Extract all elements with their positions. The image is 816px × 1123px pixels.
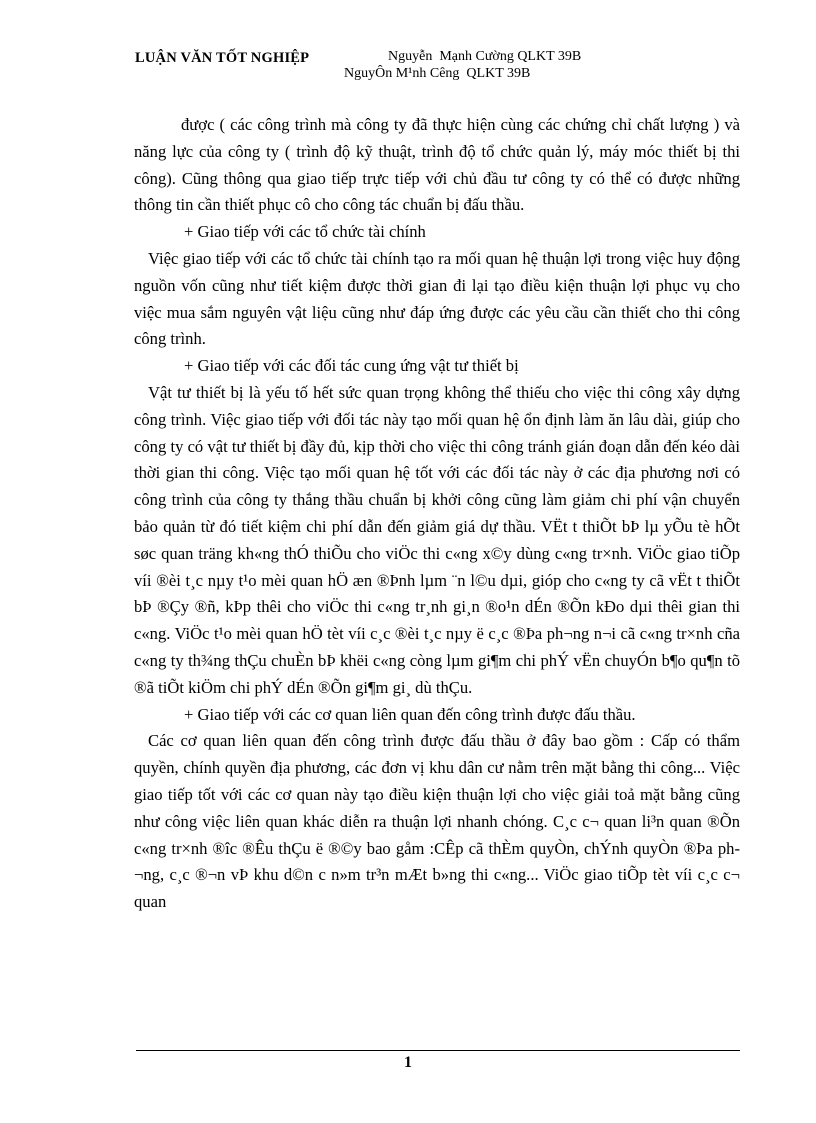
thesis-title: LUẬN VĂN TỐT NGHIỆP xyxy=(135,50,310,66)
page-body xyxy=(134,112,740,916)
page-header xyxy=(135,46,745,86)
paragraph-4: Các cơ quan liên quan đến công trình được đấu thầu ở đây bao gồm : Cấp có thẩm quyền, chính quyền địa phương, các đơn vị khu dân cư nằm trên mặt bằng thi công... Việc giao tiếp tốt với các cơ quan này tạo điều kiện thuận lợi cho việc giải toả mặt bằng cũng như công việc liên quan khác diễn ra thuận lợi nhanh chóng. C¸c c¬ quan li³n quan ®Õn c«ng tr×nh ®îc ®Êu thÇu ë ®©y bao gåm :CÊp cã thÈm quyÒn, chÝnh quyÒn ®Þa ph¬ng, c¸c ®¬n vÞ khu d©n c n»m tr³n mÆt b»ng thi c«ng... ViÖc giao tiÕp tèt víi c¸c c¬ quan xyxy=(134,731,740,912)
heading-equipment-suppliers: + Giao tiếp với các đối tác cung ứng vật tư thiết bị xyxy=(184,356,519,376)
paragraph-3: Vật tư thiết bị là yếu tố hết sức quan trọng không thể thiếu cho việc thi công xây dựng công trình. Việc giao tiếp với đối tác này tạo mối quan hệ ổn định làm ăn lâu dài, giúp cho công ty có vật tư thiết bị đầy đủ, kịp thời cho việc thi công tránh gián đoạn dẫn đến kéo dài thời gian thi công. Việc tạo mối quan hệ tốt với các đối tác này ở các địa phương nơi có công trình của công ty thắng thầu chuẩn bị khởi công cũng làm giảm chi phí vận chuyển bảo quản từ đó tiết kiệm chi phí dẫn đến giảm giá dự thầu. VËt t thiÕt bÞ lµ yÕu tè hÕt søc quan träng kh«ng thÓ thiÕu cho viÖc thi c«ng x©y dùng c«ng tr×nh. ViÖc giao tiÕp víi ®èi t¸c nµy t¹o mèi quan hÖ æn ®Þnh lµm ¨n l©u dµi, gióp cho c«ng ty cã vËt t thiÕt bÞ ®Çy ®ñ, kÞp thêi cho viÖc thi c«ng tr¸nh gi¸n ®o¹n dÉn ®Õn kÐo dµi thêi gian thi c«ng. ViÖc t¹o mèi quan hÖ tèt víi c¸c ®èi t¸c nµy ë c¸c ®Þa ph¬ng n¬i cã c«ng tr×nh cña c«ng ty th¾ng thÇu chuÈn bÞ khëi c«ng còng lµm gi¶m chi phÝ vËn chuyÓn b¶o qu¶n tõ ®ã tiÕt kiÖm chi phÝ dÉn ®Õn gi¶m gi¸ dù thÇu. xyxy=(134,382,740,697)
heading-related-agencies: + Giao tiếp với các cơ quan liên quan đến công trình được đấu thầu. xyxy=(184,704,636,724)
paragraph-2: Việc giao tiếp với các tổ chức tài chính tạo ra mối quan hệ thuận lợi trong việc huy động nguồn vốn cũng như tiết kiệm được thời gian đi lại tạo điều kiện thuận lợi phục vụ cho việc mua sắm nguyên vật liệu cũng như đáp ứng được các yêu cầu cần thiết cho thi công công trình. xyxy=(134,248,740,349)
footer-divider xyxy=(136,1050,740,1051)
page-number: 1 xyxy=(404,1054,412,1071)
paragraph-1: được ( các công trình mà công ty đã thực hiện cùng các chứng chỉ chất lượng ) và năng lực của công ty ( trình độ kỹ thuật, trình độ tổ chức quản lý, máy móc thiết bị thi công). Cũng thông qua giao tiếp trực tiếp với chủ đầu tư công ty có thể có được những thông tin cần thiết phục cô cho công tác chuẩn bị đấu thầu. xyxy=(134,115,740,215)
heading-financial-institutions: + Giao tiếp với các tổ chức tài chính xyxy=(184,222,426,242)
author-line-1: Nguyễn Mạnh Cường QLKT 39B xyxy=(388,49,582,64)
author-line-2: NguyÔn M¹nh Cêng QLKT 39B xyxy=(344,66,531,81)
